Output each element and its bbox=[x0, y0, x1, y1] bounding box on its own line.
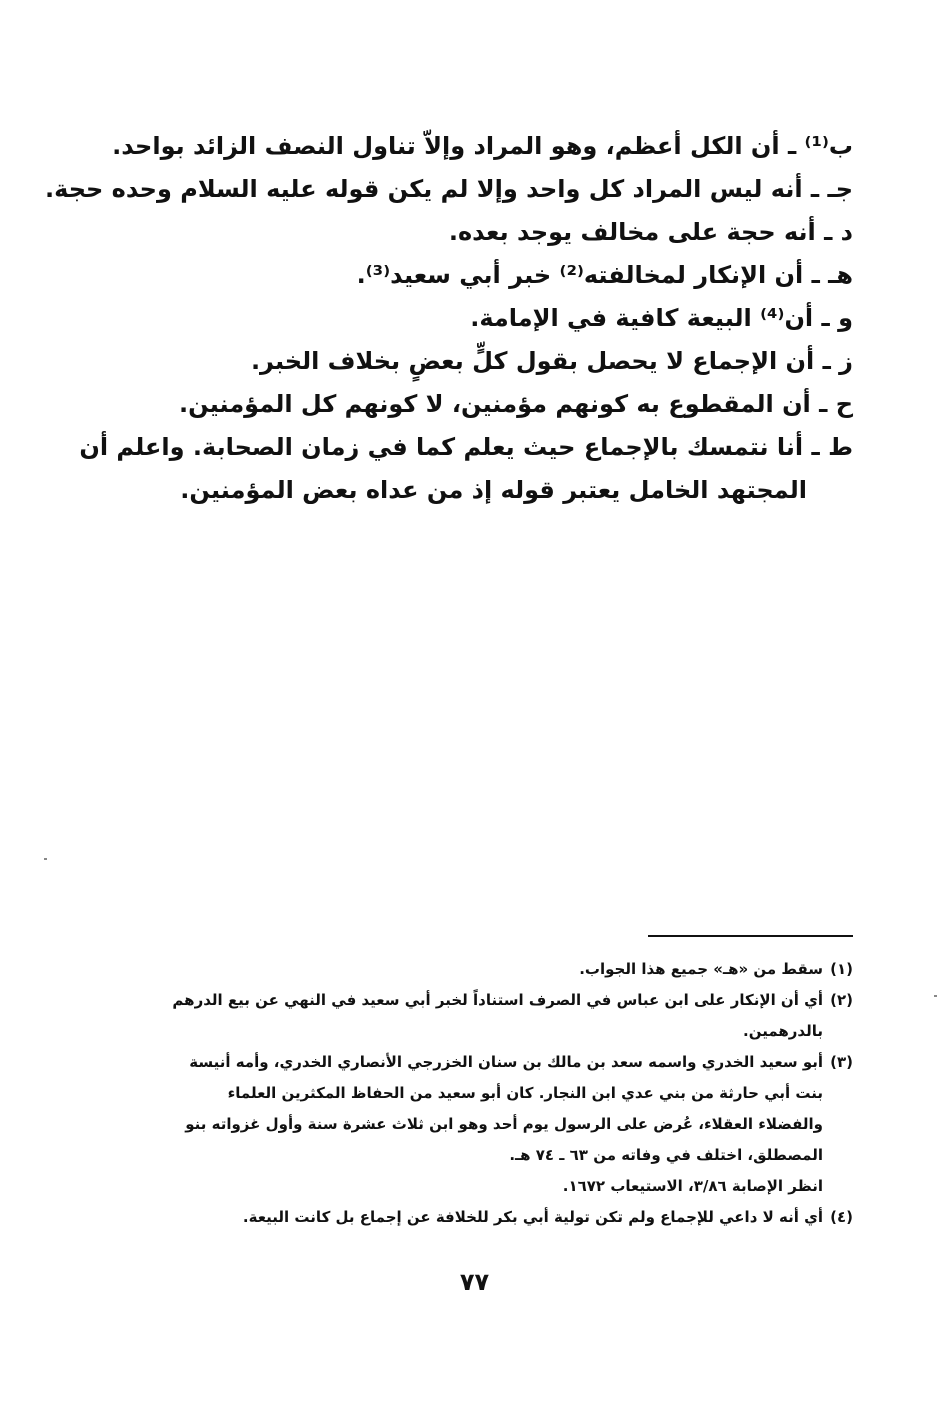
text-line-ha: ح ـ أن المقطوع به كونهم مؤمنين، لا كونهم كل المؤمنين. bbox=[179, 390, 853, 418]
scan-speck bbox=[934, 995, 937, 997]
text-line-b: ب⁽¹⁾ ـ أن الكل أعظم، وهو المراد وإلاّ تناول النصف الزائد بواحد. bbox=[112, 132, 853, 160]
text-line-t-continued: المجتهد الخامل يعتبر قوله إذ من عداه بعض المؤمنين. bbox=[180, 476, 807, 504]
footnote-number: (١) bbox=[830, 960, 853, 978]
footnote-separator bbox=[648, 935, 853, 937]
footnote-4 bbox=[160, 1202, 853, 1233]
text-line-d: د ـ أنه حجة على مخالف يوجد بعده. bbox=[448, 218, 853, 246]
page-number: ٧٧ bbox=[459, 1268, 490, 1296]
scan-speck bbox=[44, 858, 47, 860]
text-line-t: ط ـ أنا نتمسك بالإجماع حيث يعلم كما في زمان الصحابة. واعلم أن bbox=[79, 433, 853, 461]
text-line-j: جـ ـ أنه ليس المراد كل واحد وإلا لم يكن قوله عليه السلام وحده حجة. bbox=[45, 175, 853, 203]
main-text bbox=[45, 125, 853, 512]
text-line-w: و ـ أن⁽⁴⁾ البيعة كافية في الإمامة. bbox=[470, 304, 853, 332]
footnote-2 bbox=[160, 985, 853, 1047]
footnote-line: بالدرهمين. bbox=[743, 1022, 823, 1040]
footnote-line: انظر الإصابة ٣/٨٦، الاستيعاب ١٦٧٢. bbox=[562, 1177, 823, 1195]
footnote-line: المصطلق، اختلف في وفاته من ٦٣ ـ ٧٤ هـ. bbox=[509, 1146, 823, 1164]
text-line-h: هـ ـ أن الإنكار لمخالفته⁽²⁾ خبر أبي سعيد⁽³⁾. bbox=[356, 261, 853, 289]
footnote-3 bbox=[160, 1047, 853, 1202]
footnotes bbox=[160, 954, 853, 1233]
footnote-line: أي أنه لا داعي للإجماع ولم تكن تولية أبي بكر للخلافة عن إجماع بل كانت البيعة. bbox=[242, 1208, 823, 1226]
footnote-line: بنت أبي حارثة من بني عدي ابن النجار. كان أبو سعيد من الحفاظ المكثرين العلماء bbox=[227, 1084, 823, 1102]
footnote-1 bbox=[160, 954, 853, 985]
text-line-z: ز ـ أن الإجماع لا يحصل بقول كلٍّ بعضٍ بخلاف الخبر. bbox=[250, 347, 853, 375]
footnote-number: (٤) bbox=[830, 1208, 853, 1226]
footnote-line: أي أن الإنكار على ابن عباس في الصرف استناداً لخبر أبي سعيد في النهي عن بيع الدرهم bbox=[172, 991, 823, 1009]
footnote-number: (٢) bbox=[830, 991, 853, 1009]
footnote-number: (٣) bbox=[830, 1053, 853, 1071]
footnote-line: والفضلاء العقلاء، عُرض على الرسول يوم أحد وهو ابن ثلاث عشرة سنة وأول غزواته بنو bbox=[185, 1115, 823, 1133]
footnote-line: أبو سعيد الخدري واسمه سعد بن مالك بن سنان الخزرجي الأنصاري الخدري، وأمه أنيسة bbox=[189, 1053, 823, 1071]
footnote-line: سقط من «هـ» جميع هذا الجواب. bbox=[579, 960, 823, 978]
